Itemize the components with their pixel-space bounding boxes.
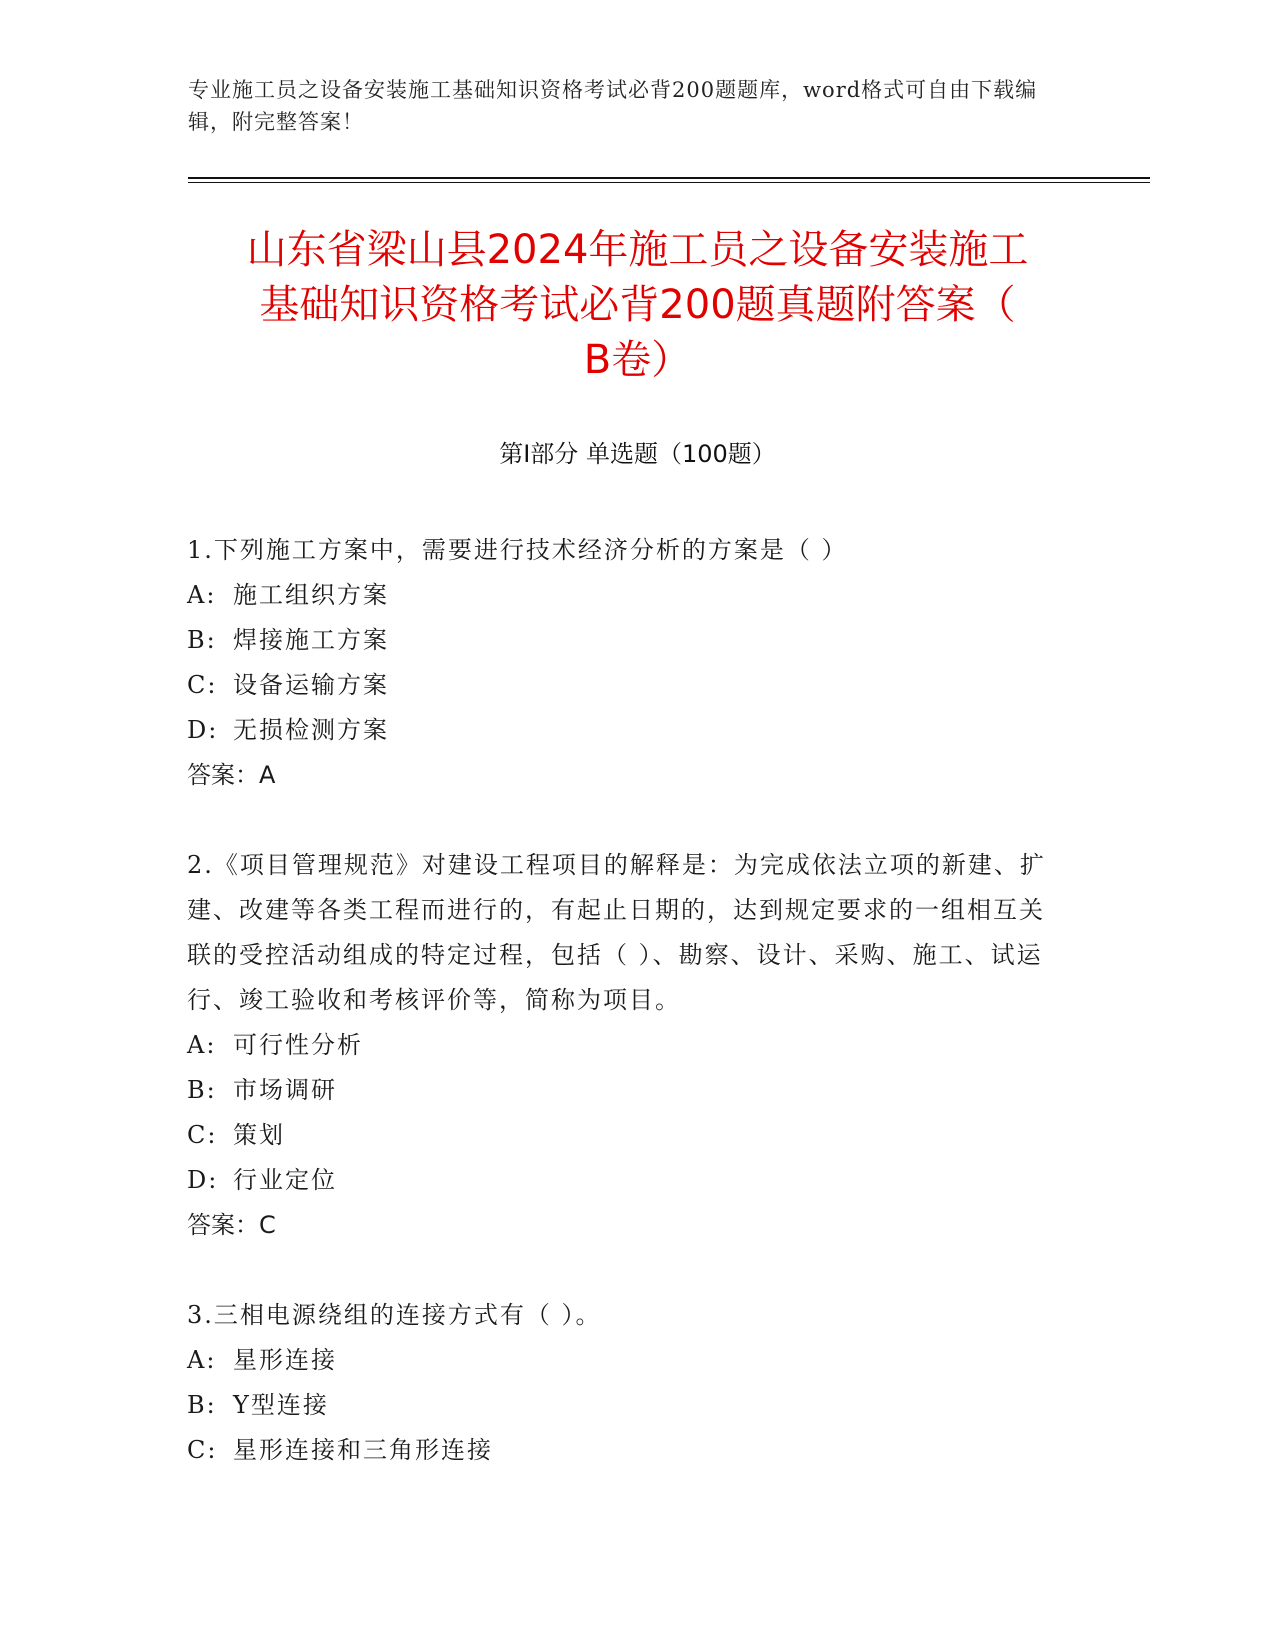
option-a — [187, 573, 1067, 618]
option-letter: D: — [187, 1166, 219, 1194]
option-text: 无损检测方案 — [233, 716, 389, 744]
option-d — [187, 1158, 1067, 1203]
question-item — [187, 1293, 1067, 1473]
option-text: 策划 — [233, 1121, 285, 1149]
option-letter: B: — [187, 1076, 217, 1104]
header-note: 专业施工员之设备安装施工基础知识资格考试必背200题题库，word格式可自由下载编辑，附完整答案！ — [188, 78, 1038, 134]
option-text: 设备运输方案 — [233, 671, 389, 699]
header-divider-thick — [188, 177, 1150, 179]
option-text: 行业定位 — [233, 1166, 337, 1194]
title-line-3: B卷） — [583, 337, 692, 383]
question-item — [187, 528, 1067, 798]
option-text: 市场调研 — [233, 1076, 337, 1104]
header-divider-thin — [188, 182, 1150, 183]
section-heading: 第Ⅰ部分 单选题（100题） — [499, 440, 776, 468]
option-text: 星形连接 — [233, 1346, 337, 1374]
option-text: Y型连接 — [233, 1391, 329, 1419]
option-letter: C: — [187, 671, 218, 699]
option-letter: C: — [187, 1436, 218, 1464]
question-stem: 3.三相电源绕组的连接方式有（ ）。 — [187, 1301, 602, 1329]
option-letter: B: — [187, 626, 217, 654]
answer-line: 答案：A — [187, 761, 276, 789]
option-a — [187, 1023, 1067, 1068]
option-b — [187, 618, 1067, 663]
option-letter: C: — [187, 1121, 218, 1149]
option-text: 星形连接和三角形连接 — [233, 1436, 493, 1464]
option-letter: A: — [187, 581, 217, 609]
option-letter: A: — [187, 1346, 217, 1374]
answer-line: 答案：C — [187, 1211, 276, 1239]
document-title — [150, 223, 1125, 388]
question-stem: 2.《项目管理规范》对建设工程项目的解释是：为完成依法立项的新建、扩建、改建等各类工程而进行的，有起止日期的，达到规定要求的一组相互关联的受控活动组成的特定过程，包括（ ）、勘察、设计、采购、施工、试运行、竣工验收和考核评价等，简称为项目。 — [187, 851, 1046, 1014]
option-letter: A: — [187, 1031, 217, 1059]
option-text: 可行性分析 — [233, 1031, 363, 1059]
title-line-2: 基础知识资格考试必背200题真题附答案（ — [259, 282, 1016, 328]
option-text: 施工组织方案 — [233, 581, 389, 609]
option-b — [187, 1383, 1067, 1428]
option-text: 焊接施工方案 — [233, 626, 389, 654]
option-c — [187, 1428, 1067, 1473]
question-stem: 1.下列施工方案中，需要进行技术经济分析的方案是（ ） — [187, 536, 848, 564]
title-line-1: 山东省梁山县2024年施工员之设备安装施工 — [246, 227, 1029, 273]
question-list — [187, 528, 1067, 1518]
option-c — [187, 663, 1067, 708]
option-a — [187, 1338, 1067, 1383]
option-c — [187, 1113, 1067, 1158]
option-letter: D: — [187, 716, 219, 744]
question-item — [187, 843, 1067, 1248]
option-letter: B: — [187, 1391, 217, 1419]
option-d — [187, 708, 1067, 753]
option-b — [187, 1068, 1067, 1113]
